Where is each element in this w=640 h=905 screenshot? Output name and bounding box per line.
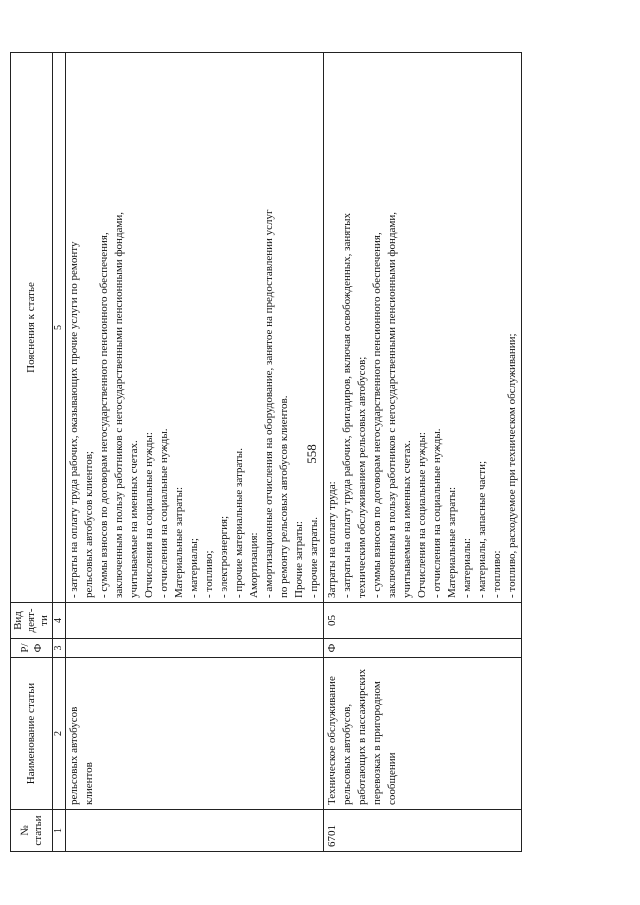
header-explanation: Пояснения к статье <box>11 53 53 603</box>
explanation-line: - топливо, расходуемое при техническом обслуживании; <box>506 333 518 598</box>
explanation-line: - электроэнергия; <box>218 515 230 598</box>
explanation-line: - материалы, запасные части; <box>476 460 488 598</box>
explanation-line: - затраты на оплату труда рабочих, оказывающих прочие услуги по ремонту <box>68 241 80 598</box>
rotated-page <box>10 52 518 852</box>
table-row <box>324 53 522 852</box>
header-row <box>11 53 53 852</box>
explanation-line: заключенным в пользу работников с негосударственными пенсионными фондами, <box>113 211 125 598</box>
explanation-line: - амортизационные отчисления на оборудование, занятое на предоставлении услуг <box>263 209 275 598</box>
header-rf: Р/ Ф <box>11 639 53 658</box>
item-rf: Ф <box>324 639 522 658</box>
explanation-line: - материалы; <box>188 538 200 598</box>
header-item-number: № статьи <box>11 810 53 852</box>
page-number: 558 <box>304 444 319 464</box>
item-explanation <box>324 53 522 603</box>
header-item-name: Наименование статьи <box>11 658 53 810</box>
explanation-line: Материальные затраты: <box>446 486 458 598</box>
item-rf <box>66 639 324 658</box>
explanation-line: Прочие затраты: <box>293 521 305 598</box>
item-name: Техническое обслуживание рельсовых автобусов, работающих в пассажирских перевозках в пригородном сообщении <box>324 658 522 810</box>
column-number: 1 <box>53 810 66 852</box>
table-row <box>66 53 324 852</box>
column-number-row <box>53 53 66 852</box>
explanation-line: - топливо: <box>491 550 503 598</box>
explanation-line: учитываемые на именных счетах. <box>401 440 413 598</box>
item-activity: 05 <box>324 603 522 639</box>
explanation-line: рельсовых автобусов клиентов; <box>83 451 95 598</box>
explanation-line: - суммы взносов по договорам негосударственного пенсионного обеспечения, <box>98 232 110 598</box>
item-code <box>66 810 324 852</box>
item-explanation <box>66 53 324 603</box>
explanation-line: - прочие затраты. <box>308 517 320 598</box>
column-number: 5 <box>53 53 66 603</box>
explanation-line: заключенным в пользу работников с негосударственными пенсионными фондами, <box>386 211 398 598</box>
explanation-line: техническим обслуживанием рельсовых автобусов; <box>356 356 368 598</box>
header-activity-type: Вид деят-ти <box>11 603 53 639</box>
item-name: рельсовых автобусов клиентов <box>66 658 324 810</box>
explanation-line: - суммы взносов по договорам негосударственного пенсионного обеспечения, <box>371 232 383 598</box>
explanation-line: по ремонту рельсовых автобусов клиентов. <box>278 395 290 598</box>
explanation-line: - отчисления на социальные нужды. <box>431 428 443 598</box>
item-activity <box>66 603 324 639</box>
explanation-line: - затраты на оплату труда рабочих, бригадиров, включая освобожденных, занятых <box>341 212 353 598</box>
explanation-line: Затраты на оплату труда: <box>326 481 338 598</box>
explanation-line: - топливо; <box>203 550 215 598</box>
explanation-line: учитываемые на именных счетах. <box>128 440 140 598</box>
explanation-line: - материалы: <box>461 538 473 598</box>
cost-items-table <box>10 52 522 852</box>
column-number: 4 <box>53 603 66 639</box>
explanation-line: Амортизация: <box>248 532 260 598</box>
explanation-line: Отчисления на социальные нужды: <box>416 432 428 598</box>
explanation-line: - отчисления на социальные нужды. <box>158 428 170 598</box>
item-code: 6701 <box>324 810 522 852</box>
column-number: 3 <box>53 639 66 658</box>
explanation-line: Отчисления на социальные нужды: <box>143 432 155 598</box>
column-number: 2 <box>53 658 66 810</box>
explanation-line: - прочие материальные затраты. <box>233 448 245 598</box>
explanation-line: Материальные затраты: <box>173 486 185 598</box>
